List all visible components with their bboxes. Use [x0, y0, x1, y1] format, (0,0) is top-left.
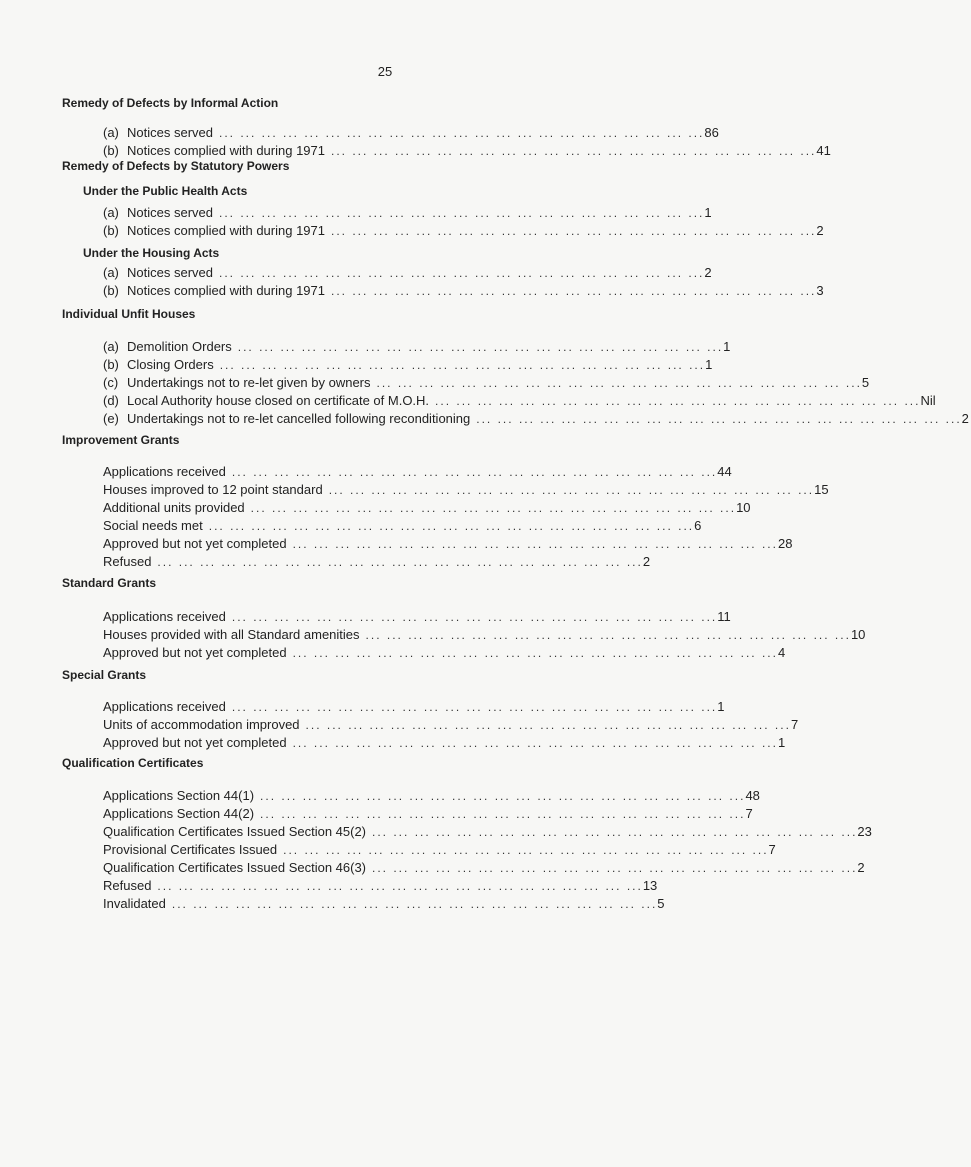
leader-dots: ... ... ... ... ... ... ... ... ... ... ... ... ... ... ... ... ... ... ... ... ... ... ... [292, 646, 778, 660]
section-heading-special: Special Grants [62, 668, 147, 682]
leader-dots: ... ... ... ... ... ... ... ... ... ... ... ... ... ... ... ... ... ... ... ... ... ... ... [331, 284, 817, 298]
item-letter: (a) [103, 339, 119, 354]
list-item [103, 464, 732, 482]
list-item [103, 645, 786, 663]
list-item [103, 500, 751, 518]
item-label: Houses provided with all Standard amenities [103, 627, 360, 642]
item-label: Refused [103, 554, 152, 569]
leader-dots: ... ... ... ... ... ... ... ... ... ... ... ... ... ... ... ... ... ... ... ... ... ... ... [231, 700, 718, 714]
leader-dots: ... ... ... ... ... ... ... ... ... ... ... ... ... ... ... ... ... ... ... ... ... ... ... [331, 144, 817, 158]
leader-dots: ... ... ... ... ... ... ... ... ... ... ... ... ... ... ... ... ... ... ... ... ... ... ... [372, 825, 858, 839]
item-label: Invalidated [103, 896, 166, 911]
item-letter: (a) [103, 205, 119, 220]
leader-dots: ... ... ... ... ... ... ... ... ... ... ... ... ... ... ... ... ... ... ... ... ... ... ... [283, 843, 769, 857]
list-item [103, 205, 712, 223]
item-label: Local Authority house closed on certificate of M.O.H. [127, 393, 430, 408]
item-letter: (d) [103, 393, 119, 408]
item-label: Qualification Certificates Issued Section 46(3) [103, 860, 367, 875]
list-item [103, 536, 793, 554]
item-label: Notices served [127, 125, 213, 140]
list-item [103, 806, 753, 824]
list-item [103, 125, 719, 143]
item-label: Demolition Orders [127, 339, 232, 354]
item-label: Notices complied with during 1971 [127, 283, 325, 298]
item-letter: (b) [103, 357, 119, 372]
item-value: Nil [920, 393, 936, 408]
leader-dots: ... ... ... ... ... ... ... ... ... ... ... ... ... ... ... ... ... ... ... ... ... ... ... [365, 628, 851, 642]
item-letter: (e) [103, 411, 119, 426]
leader-dots: ... ... ... ... ... ... ... ... ... ... ... ... ... ... ... ... ... ... ... ... ... ... ... [218, 266, 705, 280]
item-value: 13 [642, 878, 658, 893]
item-value: 1 [777, 735, 786, 750]
item-value: 7 [745, 806, 753, 821]
item-label: Refused [103, 878, 152, 893]
list-item [103, 842, 776, 860]
item-value: 7 [768, 842, 776, 857]
list-item [103, 627, 866, 645]
leader-dots: ... ... ... ... ... ... ... ... ... ... ... ... ... ... ... ... ... ... ... ... ... ... ... [476, 412, 962, 426]
item-label: Qualification Certificates Issued Section 45(2) [103, 824, 367, 839]
item-label: Applications Section 44(2) [103, 806, 255, 821]
subheading-housing: Under the Housing Acts [83, 246, 220, 260]
section-heading-improvement: Improvement Grants [62, 433, 180, 447]
item-label: Applications Section 44(1) [103, 788, 255, 803]
item-value: 11 [717, 609, 731, 624]
list-item [103, 788, 760, 806]
leader-dots: ... ... ... ... ... ... ... ... ... ... ... ... ... ... ... ... ... ... ... ... ... ... ... [372, 861, 858, 875]
list-item [103, 860, 865, 878]
leader-dots: ... ... ... ... ... ... ... ... ... ... ... ... ... ... ... ... ... ... ... ... ... ... ... [331, 224, 817, 238]
item-value: 2 [961, 411, 969, 426]
item-value: 2 [704, 265, 712, 280]
item-value: 15 [814, 482, 829, 497]
item-label: Notices complied with during 1971 [127, 223, 325, 238]
item-value: 4 [777, 645, 786, 660]
item-value: 44 [717, 464, 732, 479]
section-heading-qualification: Qualification Certificates [62, 756, 204, 770]
item-value: 1 [717, 699, 725, 714]
section-heading-unfit: Individual Unfit Houses [62, 307, 196, 321]
item-value: 10 [736, 500, 751, 515]
list-item [103, 735, 786, 753]
item-label: Approved but not yet completed [103, 645, 287, 660]
list-item [103, 357, 713, 375]
leader-dots: ... ... ... ... ... ... ... ... ... ... ... ... ... ... ... ... ... ... ... ... ... ... ... [231, 610, 718, 624]
item-label: Social needs met [103, 518, 203, 533]
item-label: Notices served [127, 265, 213, 280]
leader-dots: ... ... ... ... ... ... ... ... ... ... ... ... ... ... ... ... ... ... ... ... ... ... ... [376, 376, 862, 390]
list-item [103, 265, 712, 283]
item-value: 1 [704, 205, 712, 220]
item-label: Additional units provided [103, 500, 245, 515]
list-item [103, 896, 665, 914]
leader-dots: ... ... ... ... ... ... ... ... ... ... ... ... ... ... ... ... ... ... ... ... ... ... ... [435, 394, 921, 408]
leader-dots: ... ... ... ... ... ... ... ... ... ... ... ... ... ... ... ... ... ... ... ... ... ... ... [305, 718, 791, 732]
item-letter: (a) [103, 265, 119, 280]
section-heading-standard: Standard Grants [62, 576, 157, 590]
item-value: 28 [777, 536, 793, 551]
item-label: Applications received [103, 699, 226, 714]
list-item [103, 717, 799, 735]
item-label: Closing Orders [127, 357, 214, 372]
item-value: 2 [642, 554, 651, 569]
item-value: 7 [790, 717, 799, 732]
item-value: 1 [705, 357, 713, 372]
item-value: 10 [850, 627, 866, 642]
item-value: 3 [816, 283, 824, 298]
list-item [103, 554, 651, 572]
item-label: Houses improved to 12 point standard [103, 482, 323, 497]
leader-dots: ... ... ... ... ... ... ... ... ... ... ... ... ... ... ... ... ... ... ... ... ... ... ... [208, 519, 695, 533]
leader-dots: ... ... ... ... ... ... ... ... ... ... ... ... ... ... ... ... ... ... ... ... ... ... ... [219, 358, 706, 372]
item-value: 5 [861, 375, 870, 390]
list-item [103, 609, 731, 627]
item-label: Provisional Certificates Issued [103, 842, 278, 857]
leader-dots: ... ... ... ... ... ... ... ... ... ... ... ... ... ... ... ... ... ... ... ... ... ... ... [260, 789, 746, 803]
item-value: 86 [704, 125, 719, 140]
item-value: 5 [657, 896, 665, 911]
list-item [103, 283, 824, 301]
item-value: 48 [745, 788, 760, 803]
list-item [103, 824, 872, 842]
item-label: Applications received [103, 609, 226, 624]
list-item [103, 223, 824, 241]
item-label: Notices complied with during 1971 [127, 143, 325, 158]
leader-dots: ... ... ... ... ... ... ... ... ... ... ... ... ... ... ... ... ... ... ... ... ... ... ... [218, 126, 705, 140]
leader-dots: ... ... ... ... ... ... ... ... ... ... ... ... ... ... ... ... ... ... ... ... ... ... ... [157, 879, 643, 893]
item-value: 23 [857, 824, 872, 839]
list-item [103, 393, 936, 411]
item-value: 1 [723, 339, 731, 354]
leader-dots: ... ... ... ... ... ... ... ... ... ... ... ... ... ... ... ... ... ... ... ... ... ... ... [237, 340, 724, 354]
item-label: Undertakings not to re-let cancelled following reconditioning [127, 411, 471, 426]
leader-dots: ... ... ... ... ... ... ... ... ... ... ... ... ... ... ... ... ... ... ... ... ... ... ... [171, 897, 658, 911]
item-letter: (c) [103, 375, 119, 390]
list-item [103, 878, 658, 896]
list-item [103, 411, 969, 429]
item-value: 6 [694, 518, 702, 533]
leader-dots: ... ... ... ... ... ... ... ... ... ... ... ... ... ... ... ... ... ... ... ... ... ... ... [292, 736, 778, 750]
page-number: 25 [377, 64, 393, 79]
leader-dots: ... ... ... ... ... ... ... ... ... ... ... ... ... ... ... ... ... ... ... ... ... ... ... [328, 483, 815, 497]
section-heading-informal: Remedy of Defects by Informal Action [62, 96, 279, 110]
list-item [103, 339, 731, 357]
item-value: 2 [816, 223, 824, 238]
list-item [103, 518, 702, 536]
item-label: Approved but not yet completed [103, 735, 287, 750]
leader-dots: ... ... ... ... ... ... ... ... ... ... ... ... ... ... ... ... ... ... ... ... ... ... ... [231, 465, 718, 479]
subheading-public-health: Under the Public Health Acts [83, 184, 248, 198]
list-item [103, 375, 870, 393]
item-label: Applications received [103, 464, 226, 479]
item-letter: (b) [103, 143, 119, 158]
item-value: 41 [816, 143, 831, 158]
list-item [103, 482, 829, 500]
item-label: Notices served [127, 205, 213, 220]
item-letter: (a) [103, 125, 119, 140]
leader-dots: ... ... ... ... ... ... ... ... ... ... ... ... ... ... ... ... ... ... ... ... ... ... ... [260, 807, 746, 821]
item-value: 2 [857, 860, 865, 875]
item-label: Units of accommodation improved [103, 717, 300, 732]
leader-dots: ... ... ... ... ... ... ... ... ... ... ... ... ... ... ... ... ... ... ... ... ... ... ... [292, 537, 778, 551]
section-heading-statutory: Remedy of Defects by Statutory Powers [62, 159, 290, 173]
leader-dots: ... ... ... ... ... ... ... ... ... ... ... ... ... ... ... ... ... ... ... ... ... ... ... [218, 206, 705, 220]
item-label: Undertakings not to re-let given by owners [127, 375, 371, 390]
item-letter: (b) [103, 223, 119, 238]
list-item [103, 699, 725, 717]
item-letter: (b) [103, 283, 119, 298]
item-label: Approved but not yet completed [103, 536, 287, 551]
leader-dots: ... ... ... ... ... ... ... ... ... ... ... ... ... ... ... ... ... ... ... ... ... ... ... [250, 501, 737, 515]
leader-dots: ... ... ... ... ... ... ... ... ... ... ... ... ... ... ... ... ... ... ... ... ... ... ... [157, 555, 643, 569]
